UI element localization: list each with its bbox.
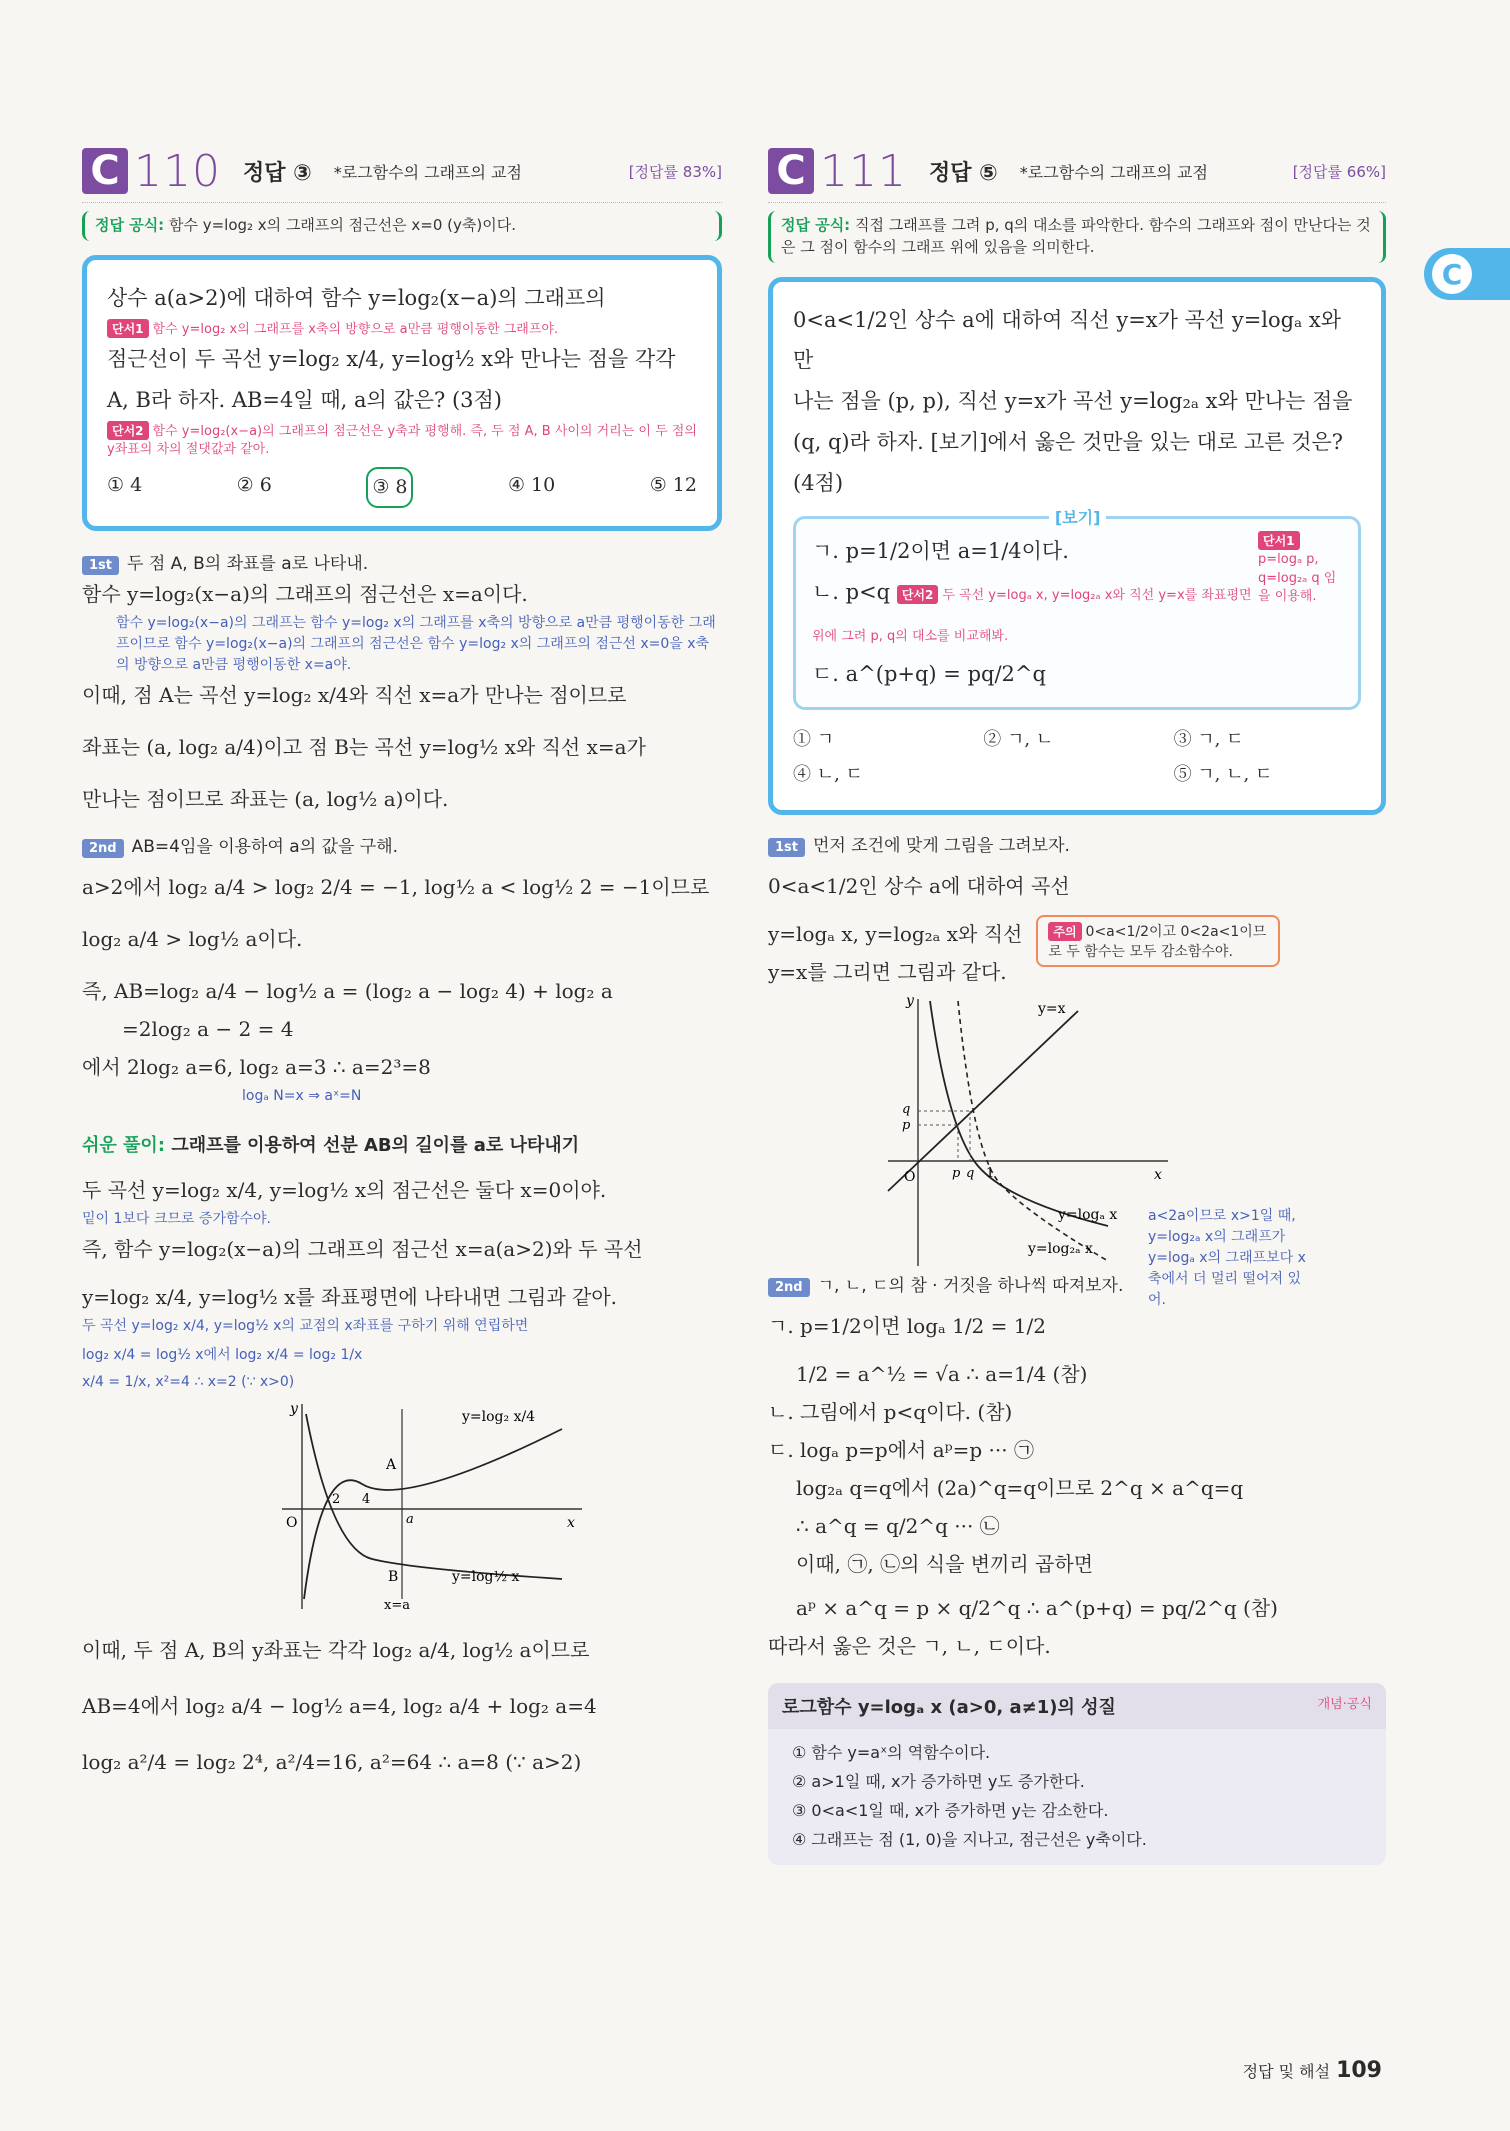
graph2-xlabel: x [1154,1167,1162,1184]
q111-s1-l3: y=x를 그리면 그림과 같다. [768,960,1007,985]
q111-step2-text: ㄱ, ㄴ, ㄷ의 참 · 거짓을 하나씩 따져보자. [817,1276,1124,1297]
log-properties-header [768,1683,1386,1729]
graph1-label-log2: y=log₂ x/4 [462,1409,536,1426]
graph2-label-loga: y=logₐ x [1058,1207,1118,1224]
question-111 [768,140,1386,1865]
q111-graph-note: a<2a이므로 x>1일 때, y=log₂ₐ x의 그래프가 y=logₐ x의 그래프보다 x축에서 더 멀리 떨어져 있어. [1148,1208,1306,1309]
q110-easy-header [82,1131,722,1157]
q110-level-badge: C [82,148,128,194]
q110-number: 110 [134,145,221,197]
q110-choices [107,467,697,508]
graph1-point-B: B [388,1569,399,1586]
chapter-tab [1424,248,1510,300]
q110-s2-l1: a>2에서 log₂ a/4 > log₂ 2/4 = −1, log½ a < log½ 2 = −1이므로 [82,875,710,900]
q111-bogi-title: [보기] [1049,505,1107,528]
q110-rate: [정답률 83%] [628,162,722,181]
footer-label: 정답 및 해설 [1242,2062,1331,2081]
graph1-curve-log2 [304,1429,562,1599]
q111-hint1 [1258,531,1342,695]
q111-q-line2: 나는 점을 (p, p), 직선 y=x가 곡선 y=log₂ₐ x와 만나는 점을 [793,389,1353,414]
q110-formula-text: 함수 y=log₂ x의 그래프의 점근선은 x=0 (y축)이다. [168,216,516,234]
q111-step2-tag: 2nd [768,1278,810,1297]
q111-choices [793,722,1361,792]
q111-formula-label: 정답 공식: [781,216,851,234]
graph2-origin: O [904,1169,916,1186]
q110-s2-l2: log₂ a/4 > log½ a이다. [82,927,303,952]
q110-step2-tag: 2nd [82,839,124,858]
q111-formula [768,211,1386,263]
graph1-tick-4: 4 [362,1492,371,1508]
q110-e-n2: 두 곡선 y=log₂ x/4, y=log½ x의 교점의 x좌표를 구하기 위해 연립하면 [82,1318,529,1335]
q111-topic: *로그함수의 그래프의 교점 [1019,162,1208,182]
q110-solution [82,549,722,1781]
q111-s2-l2: 1/2 = a^½ = √a ∴ a=1/4 (참) [796,1362,1088,1387]
q110-formula [82,211,722,241]
q110-question-box [82,255,722,531]
property-1: ① 함수 y=aˣ의 역함수이다. [792,1743,991,1763]
choice-3[interactable]: ③ 8 [366,467,413,508]
q111-bogi-box [793,508,1361,710]
log-properties-box [768,1683,1386,1865]
q110-q-line3: A, B라 하자. AB=4일 때, a의 값은? (3점) [107,387,503,412]
question-110 [82,140,722,1781]
q111-s2-l4: ㄷ. logₐ p=p에서 aᵖ=p ··· ㉠ [768,1438,1034,1463]
q110-step2 [82,832,722,858]
q111-answer: 정답 ⑤ [928,160,998,186]
bogi-item-1: ㄱ. p=1/2이면 a=1/4이다. [812,539,1069,564]
q111-hint1-tag: 단서1 [1258,531,1300,550]
q111-s1-l2: y=logₐ x, y=log₂ₐ x와 직선 [768,922,1023,947]
choice-4[interactable]: ④ 10 [507,474,556,497]
q110-e-l1: 두 곡선 y=log₂ x/4, y=log½ x의 점근선은 둘다 x=0이야. [82,1178,607,1203]
q111-warn-text: 0<a<1/2이고 0<2a<1이므로 두 함수는 모두 감소함수야. [1048,924,1267,961]
q110-step2-text: AB=4임을 이용하여 a의 값을 구해. [131,837,399,858]
q110-hint2 [107,421,697,459]
q110-s2-note: logₐ N=x ⇒ aˣ=N [242,1088,362,1105]
q111-s2-l8: aᵖ × a^q = p × q/2^q ∴ a^(p+q) = pq/2^q (참) [796,1596,1278,1621]
q110-q-line1: 상수 a(a>2)에 대하여 함수 y=log₂(x−a)의 그래프의 [107,285,606,310]
q110-s1-l3: 좌표는 (a, log₂ a/4)이고 점 B는 곡선 y=log½ x와 직선 x=a가 [82,735,646,760]
choice-1[interactable]: ① 4 [107,474,143,497]
q111-level-badge: C [768,148,814,194]
graph1-tick-2: 2 [332,1492,341,1508]
q110-q-line2: 점근선이 두 곡선 y=log₂ x/4, y=log½ x와 만나는 점을 각각 [107,346,676,371]
graph2-tick-px: p [952,1166,961,1182]
q111-hint2-tag: 단서2 [897,585,939,604]
choice-5[interactable]: ⑤ ㄱ, ㄴ, ㄷ [1173,764,1273,786]
q111-s2-l5: log₂ₐ q=q에서 (2a)^q=q이므로 2^q × a^q=q [796,1476,1244,1501]
q110-hint1-text: 함수 y=log₂ x의 그래프를 x축의 방향으로 a만큼 평행이동한 그래프야. [152,321,559,337]
q110-e-n1: 밑이 1보다 크므로 증가함수야. [82,1211,271,1228]
q110-easy-label: 쉬운 풀이: [82,1135,166,1157]
choice-5[interactable]: ⑤ 12 [649,474,697,497]
q111-rate: [정답률 66%] [1292,162,1386,181]
graph1-label-loghalf: y=log½ x [452,1569,520,1586]
choice-3[interactable]: ③ ㄱ, ㄷ [1173,728,1244,750]
q111-s2-l7: 이때, ㉠, ㉡의 식을 변끼리 곱하면 [796,1552,1094,1577]
q110-e-n3: log₂ x/4 = log½ x에서 log₂ x/4 = log₂ 1/x [82,1347,363,1364]
chapter-letter: C [1432,254,1472,294]
graph1-point-A: A [386,1457,397,1474]
q110-step1-text: 두 점 A, B의 좌표를 a로 나타내. [127,554,369,575]
log-properties-tag: 개념·공식 [1317,1697,1372,1713]
q110-graph [262,1399,592,1619]
q111-hint1-text: p=logₐ p, q=log₂ₐ q 임을 이용해. [1258,552,1337,604]
graph1-origin: O [286,1515,298,1532]
q110-s2-l3: 즉, AB=log₂ a/4 − log½ a = (log₂ a − log₂ 4) + log₂ a [82,979,613,1004]
choice-1[interactable]: ① ㄱ [793,728,835,750]
graph2-curve-loga [930,1001,1108,1226]
q111-warning [1036,915,1280,967]
q110-s1-l4: 만나는 점이므로 좌표는 (a, log½ a)이다. [82,787,449,812]
q111-q-line1: 0<a<1/2인 상수 a에 대하여 직선 y=x가 곡선 y=logₐ x와 만 [793,307,1342,373]
q111-formula-text: 직접 그래프를 그려 p, q의 대소를 파악한다. 함수의 그래프와 점이 만난다는 것은 그 점이 함수의 그래프 위에 있음을 의미한다. [781,216,1371,256]
q111-step1-text: 먼저 조건에 맞게 그림을 그려보자. [813,836,1070,857]
q110-e-l2: 즉, 함수 y=log₂(x−a)의 그래프의 점근선 x=a(a>2)와 두 곡선 [82,1237,643,1262]
graph2-tick-p: p [902,1118,911,1134]
q110-hint2-text: 함수 y=log₂(x−a)의 그래프의 점근선은 y축과 평행해. 즉, 두 점 A, B 사이의 거리는 이 두 점의 y좌표의 차의 절댓값과 같아. [107,423,697,457]
page-footer [1243,2058,1382,2083]
q110-step1-tag: 1st [82,556,119,575]
choice-2[interactable]: ② ㄱ, ㄴ [983,728,1054,750]
q111-warn-tag: 주의 [1048,922,1081,941]
q110-easy-title: 그래프를 이용하여 선분 AB의 길이를 a로 나타내기 [171,1135,580,1157]
q110-e-n4: x/4 = 1/x, x²=4 ∴ x=2 (∵ x>0) [82,1374,295,1391]
graph1-tick-a: a [406,1512,414,1528]
q110-step1 [82,549,722,575]
graph2-label-yx: y=x [1038,1001,1066,1018]
bogi-item-2-text: ㄴ. p<q [812,580,891,605]
q111-q-line3: (q, q)라 하자. [보기]에서 옳은 것만을 있는 대로 고른 것은? (4점) [793,430,1344,496]
choice-2[interactable]: ② 6 [236,474,272,497]
bogi-item-3: ㄷ. a^(p+q) = pq/2^q [812,662,1046,686]
q111-header [768,140,1386,203]
q110-hint1-tag: 단서1 [107,319,149,338]
graph1-label-xa: x=a [384,1598,410,1614]
q111-solution [768,831,1386,1865]
q110-s2-l5: 에서 2log₂ a=6, log₂ a=3 ∴ a=2³=8 [82,1055,431,1080]
graph2-label-log2a: y=log₂ₐ x [1028,1241,1093,1258]
q110-header [82,140,722,203]
q111-question-box [768,277,1386,816]
property-4: ④ 그래프는 점 (1, 0)을 지나고, 점근선은 y축이다. [792,1830,1147,1850]
q111-s2-l3: ㄴ. 그림에서 p<q이다. (참) [768,1400,1013,1425]
graph1-ylabel: y [290,1401,298,1418]
q111-s1-l1: 0<a<1/2인 상수 a에 대하여 곡선 [768,874,1070,899]
property-2: ② a>1일 때, x가 증가하면 y도 증가한다. [792,1772,1085,1792]
q110-s2-l4: =2log₂ a − 2 = 4 [122,1017,294,1042]
q110-s1-note: 함수 y=log₂(x−a)의 그래프는 함수 y=log₂ x의 그래프를 x축의 방향으로 a만큼 평행이동한 그래프이므로 함수 y=log₂(x−a)의 그래프의 점근선은 함수 y=log₂ x의 그래프의 점근선 x=0을 x축의 방향으로 a만큼 평행이동한 x=a야. [116,615,716,674]
graph1-xlabel: x [567,1515,575,1532]
q110-s1-l2: 이때, 점 A는 곡선 y=log₂ x/4와 직선 x=a가 만나는 점이므로 [82,683,627,708]
q111-step1 [768,831,1386,857]
q110-e-l6: log₂ a²/4 = log₂ 2⁴, a²/4=16, a²=64 ∴ a=8 (∵ a>2) [82,1750,582,1775]
q111-step1-tag: 1st [768,838,805,857]
q111-s2-l1: ㄱ. p=1/2이면 logₐ 1/2 = 1/2 [768,1314,1046,1339]
q110-topic: *로그함수의 그래프의 교점 [333,162,522,182]
q111-s2-l6: ∴ a^q = q/2^q ··· ㉡ [796,1514,1000,1539]
graph2-tick-q: q [902,1102,911,1118]
q110-formula-label: 정답 공식: [95,216,165,234]
q111-graph [878,991,1178,1271]
q110-e-l3: y=log₂ x/4, y=log½ x를 좌표평면에 나타내면 그림과 같아. [82,1285,618,1310]
q110-hint2-tag: 단서2 [107,421,149,440]
graph1-curve-loghalf [306,1414,562,1579]
q110-hint1 [107,319,697,339]
graph2-ylabel: y [906,993,914,1010]
q110-e-l4: 이때, 두 점 A, B의 y좌표는 각각 log₂ a/4, log½ a이므로 [82,1638,590,1663]
q110-s1-l1: 함수 y=log₂(x−a)의 그래프의 점근선은 x=a이다. [82,582,528,607]
graph2-tick-1: 1 [986,1166,995,1182]
q111-hint2-text: 두 곡선 y=logₐ x, y=log₂ₐ x와 직선 y=x를 좌표평면 위에 그려 p, q의 대소를 비교해봐. [812,588,1252,645]
graph2-tick-qx: q [966,1166,975,1182]
q111-number: 111 [820,145,907,197]
q111-s2-l9: 따라서 옳은 것은 ㄱ, ㄴ, ㄷ이다. [768,1634,1051,1659]
q110-e-l5: AB=4에서 log₂ a/4 − log½ a=4, log₂ a/4 + log₂ a=4 [82,1694,597,1719]
choice-4[interactable]: ④ ㄴ, ㄷ [793,764,863,786]
property-3: ③ 0<a<1일 때, x가 증가하면 y는 감소한다. [792,1801,1109,1821]
bogi-item-2 [812,572,1258,654]
q110-answer: 정답 ③ [242,160,312,186]
page-number: 109 [1336,2058,1382,2083]
log-properties-title: 로그함수 y=logₐ x (a>0, a≠1)의 성질 [782,1697,1116,1719]
graph2-line-yx [888,1011,1078,1191]
